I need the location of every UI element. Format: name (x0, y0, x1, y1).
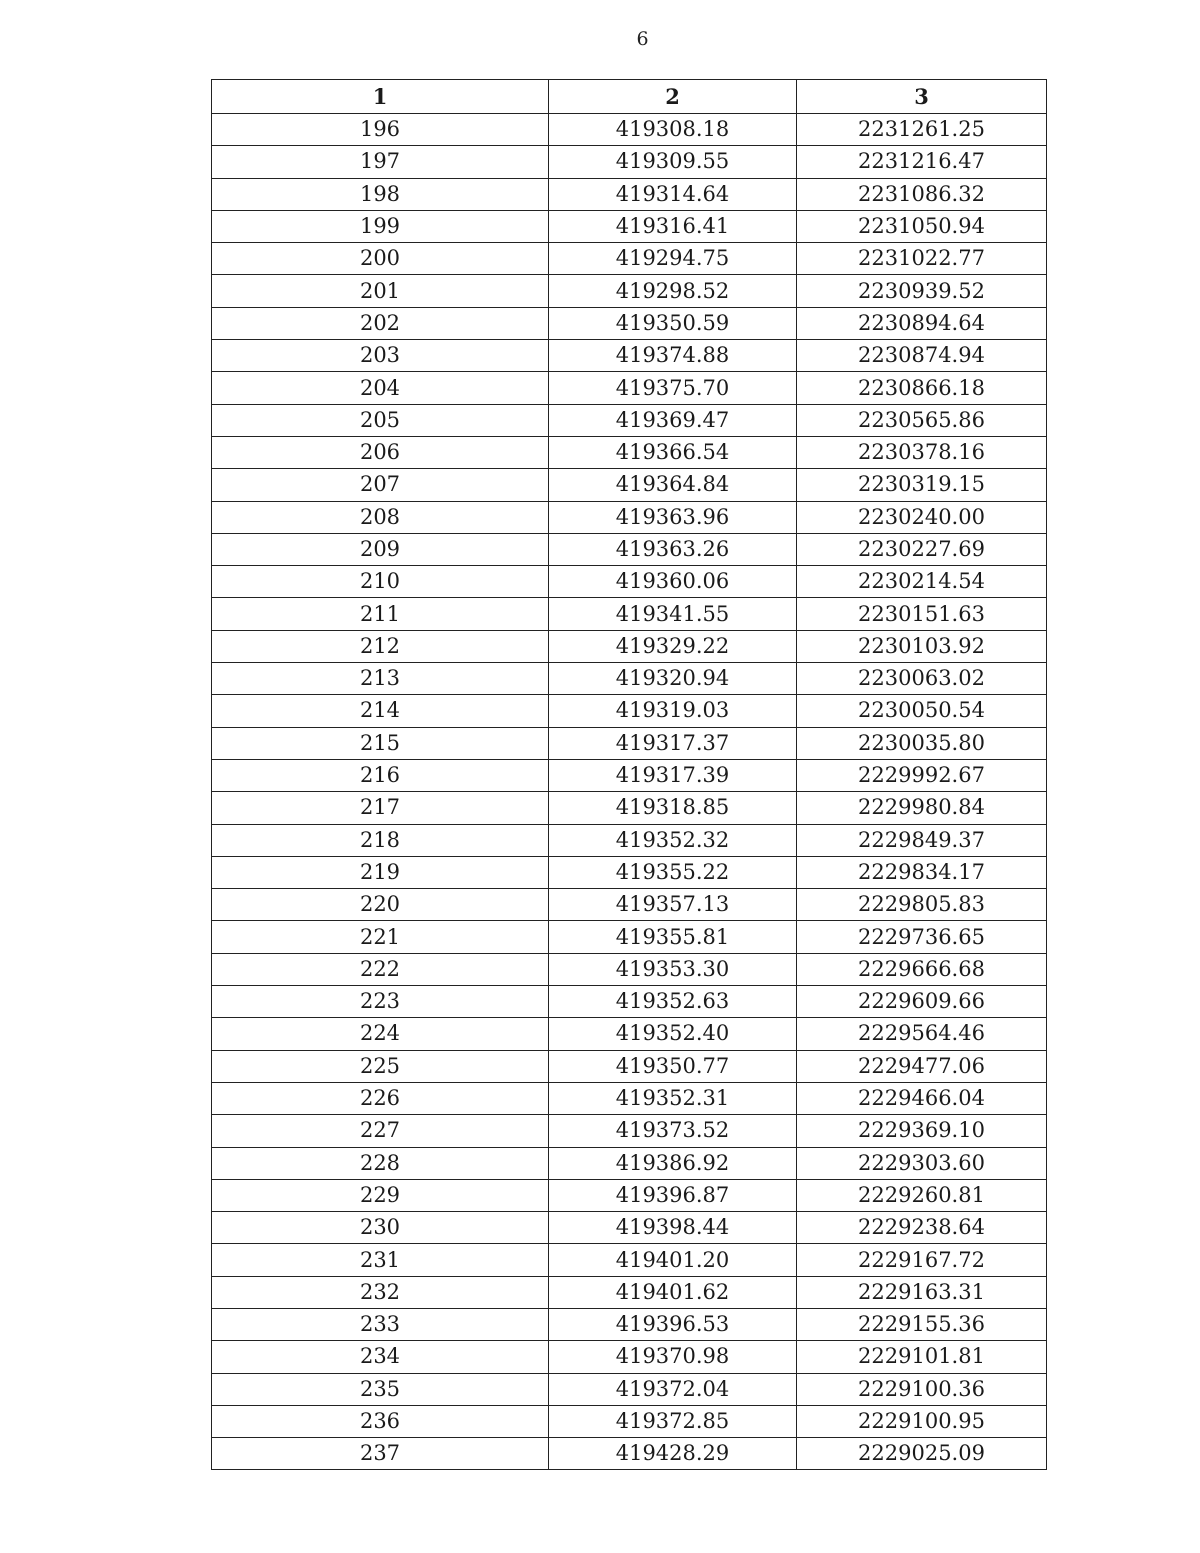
table-row (212, 889, 1047, 921)
coordinate-x-cell: 419317.37 (549, 727, 797, 759)
point-number-cell: 209 (212, 533, 549, 565)
coordinate-x-cell: 419317.39 (549, 759, 797, 791)
point-number-cell: 206 (212, 436, 549, 468)
point-number-cell: 217 (212, 792, 549, 824)
coordinate-x-cell: 419314.64 (549, 178, 797, 210)
coordinate-x-cell: 419350.77 (549, 1050, 797, 1082)
table-row (212, 146, 1047, 178)
coordinate-y-cell: 2230035.80 (797, 727, 1047, 759)
point-number-cell: 204 (212, 372, 549, 404)
coordinate-x-cell: 419398.44 (549, 1212, 797, 1244)
point-number-cell: 219 (212, 856, 549, 888)
point-number-cell: 236 (212, 1405, 549, 1437)
table-row (212, 275, 1047, 307)
table-row (212, 1018, 1047, 1050)
table-row (212, 210, 1047, 242)
table-row (212, 243, 1047, 275)
point-number-cell: 220 (212, 889, 549, 921)
point-number-cell: 207 (212, 469, 549, 501)
point-number-cell: 223 (212, 986, 549, 1018)
coordinate-y-cell: 2230214.54 (797, 566, 1047, 598)
table-row (212, 178, 1047, 210)
point-number-cell: 228 (212, 1147, 549, 1179)
coordinate-x-cell: 419341.55 (549, 598, 797, 630)
coordinate-y-cell: 2229666.68 (797, 953, 1047, 985)
coordinate-x-cell: 419355.81 (549, 921, 797, 953)
coordinate-x-cell: 419401.20 (549, 1244, 797, 1276)
table-row (212, 1050, 1047, 1082)
point-number-cell: 222 (212, 953, 549, 985)
point-number-cell: 216 (212, 759, 549, 791)
point-number-cell: 211 (212, 598, 549, 630)
table-row (212, 630, 1047, 662)
table-row (212, 340, 1047, 372)
table-row (212, 1308, 1047, 1340)
coordinate-y-cell: 2230063.02 (797, 663, 1047, 695)
table-row (212, 598, 1047, 630)
coordinate-y-cell: 2229834.17 (797, 856, 1047, 888)
table-row (212, 953, 1047, 985)
point-number-cell: 214 (212, 695, 549, 727)
coordinate-x-cell: 419352.40 (549, 1018, 797, 1050)
coordinate-y-cell: 2229100.36 (797, 1373, 1047, 1405)
coordinate-x-cell: 419329.22 (549, 630, 797, 662)
coordinate-y-cell: 2229849.37 (797, 824, 1047, 856)
coordinate-y-cell: 2230565.86 (797, 404, 1047, 436)
table-row (212, 1082, 1047, 1114)
coordinate-y-cell: 2229992.67 (797, 759, 1047, 791)
point-number-cell: 200 (212, 243, 549, 275)
table-row (212, 1405, 1047, 1437)
table-row (212, 1373, 1047, 1405)
table-row (212, 501, 1047, 533)
point-number-cell: 234 (212, 1341, 549, 1373)
table-row (212, 759, 1047, 791)
coordinate-x-cell: 419318.85 (549, 792, 797, 824)
coordinate-x-cell: 419372.04 (549, 1373, 797, 1405)
point-number-cell: 199 (212, 210, 549, 242)
point-number-cell: 232 (212, 1276, 549, 1308)
point-number-cell: 221 (212, 921, 549, 953)
table-row (212, 566, 1047, 598)
coordinate-x-cell: 419308.18 (549, 114, 797, 146)
table-row (212, 986, 1047, 1018)
table-row (212, 695, 1047, 727)
table-row (212, 792, 1047, 824)
coordinate-y-cell: 2229736.65 (797, 921, 1047, 953)
coordinates-table (211, 79, 1047, 1470)
point-number-cell: 215 (212, 727, 549, 759)
coordinate-y-cell: 2231261.25 (797, 114, 1047, 146)
coordinate-y-cell: 2229167.72 (797, 1244, 1047, 1276)
coordinate-x-cell: 419370.98 (549, 1341, 797, 1373)
coordinate-y-cell: 2230240.00 (797, 501, 1047, 533)
coordinate-x-cell: 419294.75 (549, 243, 797, 275)
table-row (212, 1147, 1047, 1179)
coordinate-x-cell: 419363.26 (549, 533, 797, 565)
coordinate-y-cell: 2229025.09 (797, 1438, 1047, 1470)
coordinate-y-cell: 2231216.47 (797, 146, 1047, 178)
coordinate-y-cell: 2230894.64 (797, 307, 1047, 339)
table-body (212, 114, 1047, 1470)
coordinate-x-cell: 419360.06 (549, 566, 797, 598)
coordinate-y-cell: 2230319.15 (797, 469, 1047, 501)
coordinate-y-cell: 2230939.52 (797, 275, 1047, 307)
coordinate-x-cell: 419352.63 (549, 986, 797, 1018)
coordinate-x-cell: 419309.55 (549, 146, 797, 178)
coordinate-y-cell: 2229155.36 (797, 1308, 1047, 1340)
coordinate-x-cell: 419319.03 (549, 695, 797, 727)
point-number-cell: 226 (212, 1082, 549, 1114)
table-row (212, 921, 1047, 953)
point-number-cell: 218 (212, 824, 549, 856)
point-number-cell: 205 (212, 404, 549, 436)
table-row (212, 727, 1047, 759)
table-row (212, 436, 1047, 468)
coordinate-y-cell: 2230874.94 (797, 340, 1047, 372)
coordinate-y-cell: 2230103.92 (797, 630, 1047, 662)
table-row (212, 856, 1047, 888)
point-number-cell: 202 (212, 307, 549, 339)
point-number-cell: 229 (212, 1179, 549, 1211)
coordinate-y-cell: 2230866.18 (797, 372, 1047, 404)
coordinate-y-cell: 2229100.95 (797, 1405, 1047, 1437)
coordinate-x-cell: 419374.88 (549, 340, 797, 372)
coordinate-x-cell: 419369.47 (549, 404, 797, 436)
coordinate-x-cell: 419352.31 (549, 1082, 797, 1114)
coordinate-x-cell: 419428.29 (549, 1438, 797, 1470)
column-header-2: 2 (549, 80, 797, 114)
table-row (212, 307, 1047, 339)
table-row (212, 1276, 1047, 1308)
coordinate-x-cell: 419386.92 (549, 1147, 797, 1179)
point-number-cell: 225 (212, 1050, 549, 1082)
coordinate-x-cell: 419357.13 (549, 889, 797, 921)
table-row (212, 1115, 1047, 1147)
table-row (212, 372, 1047, 404)
coordinate-x-cell: 419350.59 (549, 307, 797, 339)
coordinate-x-cell: 419298.52 (549, 275, 797, 307)
header-row (212, 80, 1047, 114)
coordinate-y-cell: 2229564.46 (797, 1018, 1047, 1050)
coordinate-y-cell: 2231022.77 (797, 243, 1047, 275)
coordinate-y-cell: 2229980.84 (797, 792, 1047, 824)
coordinate-y-cell: 2230151.63 (797, 598, 1047, 630)
point-number-cell: 233 (212, 1308, 549, 1340)
coordinate-y-cell: 2230378.16 (797, 436, 1047, 468)
point-number-cell: 196 (212, 114, 549, 146)
coordinate-y-cell: 2229369.10 (797, 1115, 1047, 1147)
table-row (212, 1341, 1047, 1373)
coordinate-x-cell: 419353.30 (549, 953, 797, 985)
table-row (212, 1179, 1047, 1211)
coordinate-x-cell: 419316.41 (549, 210, 797, 242)
coordinate-y-cell: 2229101.81 (797, 1341, 1047, 1373)
coordinate-x-cell: 419401.62 (549, 1276, 797, 1308)
coordinate-x-cell: 419364.84 (549, 469, 797, 501)
table-row (212, 824, 1047, 856)
coordinate-y-cell: 2231050.94 (797, 210, 1047, 242)
table-row (212, 663, 1047, 695)
coordinate-y-cell: 2229609.66 (797, 986, 1047, 1018)
coordinate-y-cell: 2229260.81 (797, 1179, 1047, 1211)
point-number-cell: 230 (212, 1212, 549, 1244)
column-header-3: 3 (797, 80, 1047, 114)
table-row (212, 114, 1047, 146)
point-number-cell: 231 (212, 1244, 549, 1276)
coordinate-x-cell: 419396.53 (549, 1308, 797, 1340)
point-number-cell: 203 (212, 340, 549, 372)
point-number-cell: 213 (212, 663, 549, 695)
table-row (212, 1438, 1047, 1470)
coordinate-x-cell: 419396.87 (549, 1179, 797, 1211)
coordinate-x-cell: 419363.96 (549, 501, 797, 533)
point-number-cell: 224 (212, 1018, 549, 1050)
point-number-cell: 212 (212, 630, 549, 662)
coordinate-x-cell: 419373.52 (549, 1115, 797, 1147)
coordinate-y-cell: 2229303.60 (797, 1147, 1047, 1179)
point-number-cell: 235 (212, 1373, 549, 1405)
table-row (212, 469, 1047, 501)
coordinate-x-cell: 419320.94 (549, 663, 797, 695)
coordinate-x-cell: 419355.22 (549, 856, 797, 888)
page-number: 6 (636, 28, 649, 50)
coordinate-y-cell: 2230050.54 (797, 695, 1047, 727)
point-number-cell: 210 (212, 566, 549, 598)
coordinate-y-cell: 2229466.04 (797, 1082, 1047, 1114)
table-header (212, 80, 1047, 114)
point-number-cell: 208 (212, 501, 549, 533)
table-row (212, 1244, 1047, 1276)
coordinate-y-cell: 2229805.83 (797, 889, 1047, 921)
point-number-cell: 198 (212, 178, 549, 210)
point-number-cell: 201 (212, 275, 549, 307)
coordinate-y-cell: 2229477.06 (797, 1050, 1047, 1082)
coordinate-y-cell: 2229238.64 (797, 1212, 1047, 1244)
table-row (212, 533, 1047, 565)
coordinate-x-cell: 419352.32 (549, 824, 797, 856)
coordinate-y-cell: 2230227.69 (797, 533, 1047, 565)
table-row (212, 1212, 1047, 1244)
coordinate-x-cell: 419366.54 (549, 436, 797, 468)
coordinate-x-cell: 419372.85 (549, 1405, 797, 1437)
coordinate-x-cell: 419375.70 (549, 372, 797, 404)
coordinate-y-cell: 2231086.32 (797, 178, 1047, 210)
point-number-cell: 197 (212, 146, 549, 178)
point-number-cell: 237 (212, 1438, 549, 1470)
table-row (212, 404, 1047, 436)
coordinate-y-cell: 2229163.31 (797, 1276, 1047, 1308)
point-number-cell: 227 (212, 1115, 549, 1147)
column-header-1: 1 (212, 80, 549, 114)
